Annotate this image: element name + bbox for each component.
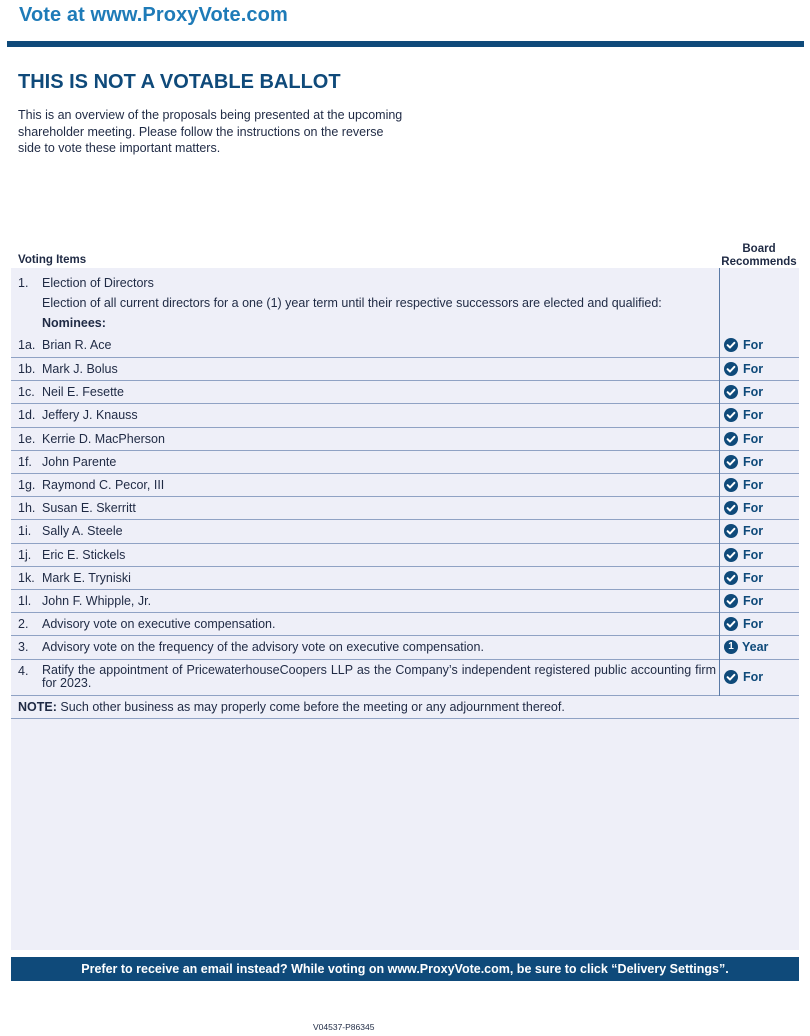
- check-circle-icon: [724, 362, 738, 376]
- board-recommends-header: [719, 243, 799, 269]
- recommendation-for: [724, 408, 763, 422]
- voting-items-header: Voting Items: [18, 254, 87, 266]
- recommendation-for: [724, 362, 763, 376]
- nominee-row: [11, 404, 799, 428]
- recommendation-for: [724, 501, 763, 515]
- nominee-name: Neil E. Fesette: [42, 385, 124, 399]
- recommendation-for: [724, 617, 763, 631]
- footer-banner: Prefer to receive an email instead? While voting on www.ProxyVote.com, be sure to click “Delivery Settings”.: [11, 957, 799, 981]
- column-divider: [719, 268, 720, 696]
- nominee-number: 1h.: [18, 501, 36, 515]
- nominee-row: [11, 358, 799, 381]
- nominee-row: [11, 590, 799, 613]
- recommendation-for: [724, 432, 763, 446]
- recommendation-for: [724, 524, 763, 538]
- recommendation-label: For: [743, 362, 764, 376]
- nominee-name: Kerrie D. MacPherson: [42, 432, 165, 446]
- ballot-title: THIS IS NOT A VOTABLE BALLOT: [18, 71, 341, 93]
- nominee-name: Mark J. Bolus: [42, 362, 118, 376]
- intro-text: This is an overview of the proposals being presented at the upcoming shareholder meeting. Please follow the instructions on the reverse side to vote these important matters.: [18, 108, 403, 155]
- check-circle-icon: [724, 501, 738, 515]
- item-1-row: [11, 268, 799, 358]
- item-4-text: Ratify the appointment of PricewaterhouseCoopers LLP as the Company’s independent registered public accounting firm for 2023.: [42, 663, 716, 690]
- item-4-row: [11, 660, 799, 696]
- nominee-number: 1k.: [18, 571, 35, 585]
- recommendation-label: For: [743, 385, 764, 399]
- recommendation-label: For: [743, 594, 764, 608]
- nominee-number: 1b.: [18, 362, 36, 376]
- check-circle-icon: [724, 548, 738, 562]
- item-number: 2.: [18, 617, 29, 631]
- nominee-number: 1j.: [18, 548, 32, 562]
- nominee-row: [11, 544, 799, 567]
- nominees-label: Nominees:: [42, 316, 106, 330]
- check-circle-icon: [724, 338, 738, 352]
- note-label: NOTE:: [18, 700, 57, 714]
- check-circle-icon: [724, 385, 738, 399]
- nominee-number: 1c.: [18, 385, 35, 399]
- nominee-row: [11, 497, 799, 520]
- header-divider: [7, 41, 804, 47]
- recommendation-for: [724, 594, 763, 608]
- nominee-number: 1e.: [18, 432, 36, 446]
- item-3-text: Advisory vote on the frequency of the advisory vote on executive compensation.: [42, 640, 484, 654]
- item-1-title: Election of Directors: [42, 276, 154, 290]
- nominee-number: 1i.: [18, 524, 32, 538]
- check-circle-icon: [724, 524, 738, 538]
- nominee-number: 1f.: [18, 455, 32, 469]
- nominee-row: [11, 428, 799, 451]
- recommendation-label: For: [743, 501, 764, 515]
- nominee-number: 1l.: [18, 594, 32, 608]
- recommendation-for: [724, 385, 763, 399]
- note-text: Such other business as may properly come before the meeting or any adjournment thereof.: [56, 700, 565, 714]
- nominee-name: John F. Whipple, Jr.: [42, 594, 152, 608]
- item-2-row: [11, 613, 799, 636]
- check-circle-icon: [724, 594, 738, 608]
- recommendation-label: For: [743, 432, 764, 446]
- recommendation-label: For: [743, 571, 764, 585]
- nominee-row: [11, 381, 799, 404]
- one-circle-icon: 1: [724, 640, 738, 654]
- nominee-name: Eric E. Stickels: [42, 548, 126, 562]
- nominee-number: 1d.: [18, 408, 36, 422]
- recommendation-label: For: [743, 524, 764, 538]
- recommendation-label: For: [743, 478, 764, 492]
- item-2-text: Advisory vote on executive compensation.: [42, 617, 276, 631]
- nominee-name: Jeffery J. Knauss: [42, 408, 138, 422]
- recommendation-label: For: [743, 408, 764, 422]
- recommendation-label: For: [743, 455, 764, 469]
- recommendation-for: [724, 338, 763, 352]
- item-number: 4.: [18, 664, 29, 678]
- nominee-row: [11, 520, 799, 544]
- recommendation-label: For: [743, 338, 764, 352]
- recommendation-for: [724, 478, 763, 492]
- nominee-name: John Parente: [42, 455, 117, 469]
- nominee-name: Susan E. Skerritt: [42, 501, 136, 515]
- board-header-line1: Board: [742, 243, 776, 255]
- recommendation-for: [724, 571, 763, 585]
- item-number: 3.: [18, 640, 29, 654]
- check-circle-icon: [724, 432, 738, 446]
- recommendation-label: For: [743, 617, 764, 631]
- nominee-row: [11, 567, 799, 590]
- nominee-row: [11, 474, 799, 497]
- check-circle-icon: [724, 455, 738, 469]
- check-circle-icon: [724, 571, 738, 585]
- board-header-line2: Recommends: [721, 256, 797, 268]
- recommendation-for: [724, 548, 763, 562]
- item-3-row: [11, 636, 799, 660]
- header-title: Vote at www.ProxyVote.com: [19, 4, 288, 26]
- check-circle-icon: [724, 670, 738, 684]
- note-row: [11, 696, 799, 719]
- check-circle-icon: [724, 408, 738, 422]
- recommendation-for: [724, 455, 763, 469]
- recommendation-label: For: [743, 670, 764, 684]
- nominee-row: [11, 451, 799, 474]
- nominee-number: 1g.: [18, 478, 36, 492]
- recommendation-for: [724, 670, 763, 684]
- item-1-description: Election of all current directors for a one (1) year term until their respective successors are elected and qualified:: [42, 296, 662, 310]
- nominee-name: Mark E. Tryniski: [42, 571, 131, 585]
- item-number: 1.: [18, 276, 29, 290]
- check-circle-icon: [724, 478, 738, 492]
- recommendation-one-year: [724, 640, 768, 654]
- nominee-name: Sally A. Steele: [42, 524, 123, 538]
- document-code: V04537-P86345: [313, 1022, 375, 1032]
- check-circle-icon: [724, 617, 738, 631]
- nominee-number: 1a.: [18, 338, 36, 352]
- recommendation-label: Year: [742, 640, 769, 654]
- nominee-name: Brian R. Ace: [42, 338, 112, 352]
- nominee-name: Raymond C. Pecor, III: [42, 478, 165, 492]
- recommendation-label: For: [743, 548, 764, 562]
